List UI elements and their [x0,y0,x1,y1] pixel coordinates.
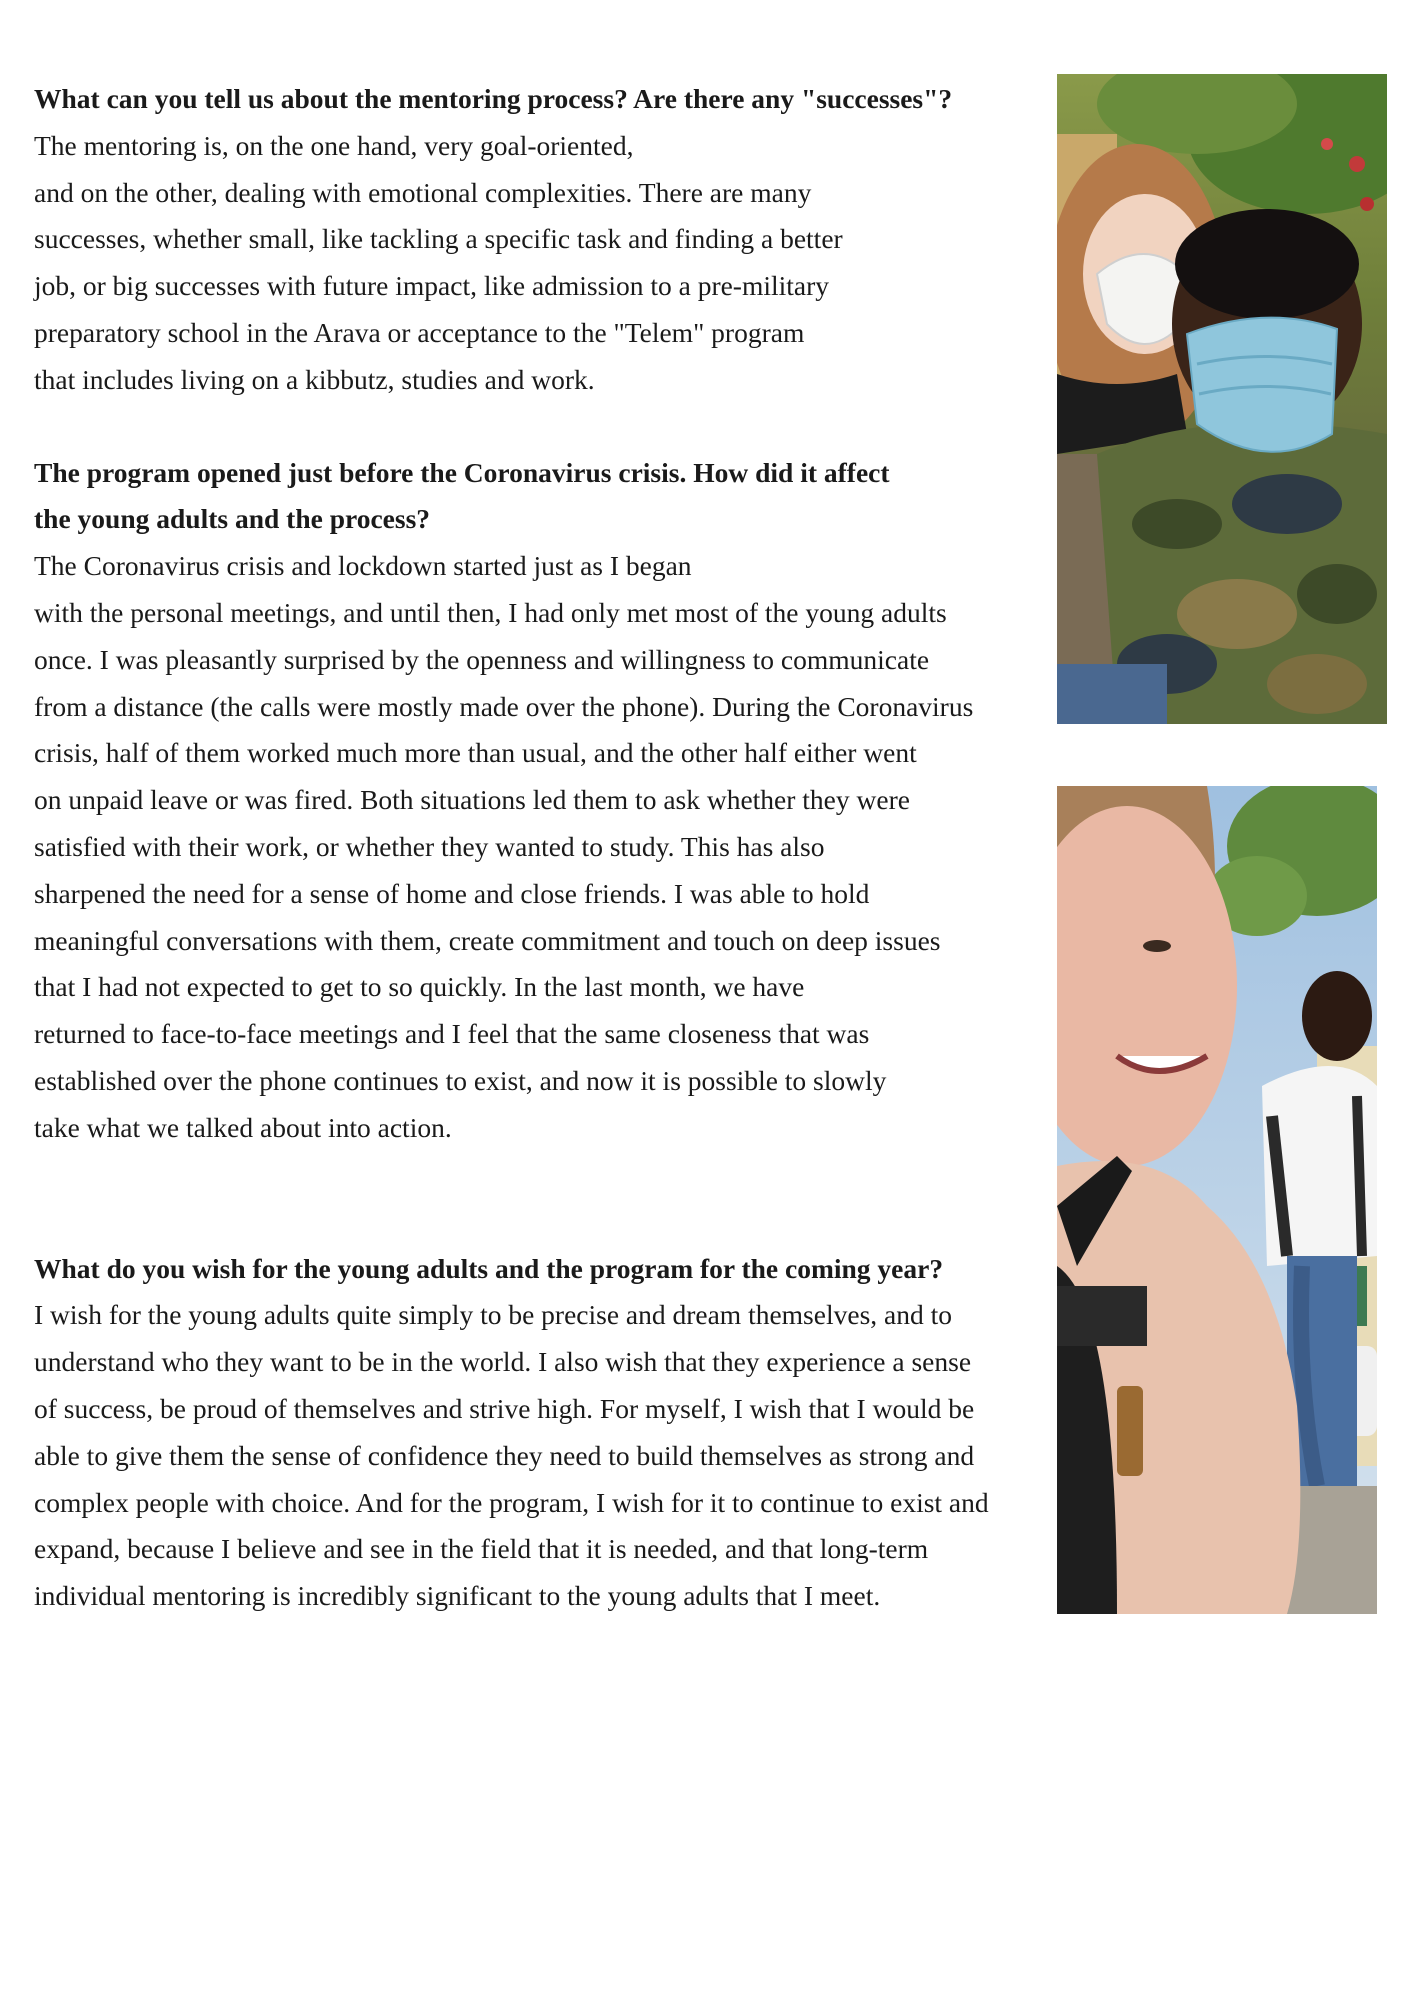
answer-line: of success, be proud of themselves and strive high. For myself, I wish that I would be [34,1392,975,1424]
selfie-photo-smiling [1057,786,1377,1614]
question-line: The program opened just before the Coronavirus crisis. How did it affect [34,456,890,488]
answer-line: that includes living on a kibbutz, studies and work. [34,363,595,395]
answer-line: expand, because I believe and see in the field that it is needed, and that long-term [34,1533,929,1565]
selfie-photo-masked [1057,74,1387,724]
article-body [34,76,1044,1620]
answer-paragraph [34,1292,1044,1620]
answer-line: on unpaid leave or was fired. Both situations led them to ask whether they were [34,784,910,816]
answer-line: and on the other, dealing with emotional complexities. There are many [34,176,812,208]
answer-line: satisfied with their work, or whether they wanted to study. This has also [34,830,825,862]
photo-illustration [1057,786,1377,1614]
answer-line: I wish for the young adults quite simply to be precise and dream themselves, and to [34,1299,952,1331]
answer-line: preparatory school in the Arava or acceptance to the "Telem" program [34,316,805,348]
qa-section-mentoring [34,76,1044,404]
answer-paragraph [34,543,1044,1151]
answer-line: able to give them the sense of confidence they need to build themselves as strong and [34,1439,975,1471]
answer-line: returned to face-to-face meetings and I feel that the same closeness that was [34,1018,870,1050]
answer-line: from a distance (the calls were mostly made over the phone). During the Coronavirus [34,690,974,722]
answer-line: once. I was pleasantly surprised by the openness and willingness to communicate [34,643,930,675]
answer-line: crisis, half of them worked much more than usual, and the other half either went [34,737,917,769]
answer-line: take what we talked about into action. [34,1111,452,1143]
answer-line: The mentoring is, on the one hand, very goal-oriented, [34,129,634,161]
answer-line: complex people with choice. And for the program, I wish for it to continue to exist and [34,1486,989,1518]
answer-line: individual mentoring is incredibly significant to the young adults that I meet. [34,1580,881,1612]
answer-line: successes, whether small, like tackling a specific task and finding a better [34,223,843,255]
question-line: What do you wish for the young adults and the program for the coming year? [34,1252,944,1284]
answer-line: The Coronavirus crisis and lockdown started just as I began [34,550,692,582]
question-heading [34,450,1044,544]
answer-paragraph [34,123,1044,404]
question-line: What can you tell us about the mentoring process? Are there any "successes"? [34,83,953,114]
photo-illustration [1057,74,1387,724]
answer-line: that I had not expected to get to so quickly. In the last month, we have [34,971,805,1003]
answer-line: with the personal meetings, and until then, I had only met most of the young adults [34,596,947,628]
answer-line: established over the phone continues to exist, and now it is possible to slowly [34,1064,887,1096]
qa-section-coronavirus [34,450,1044,1152]
answer-line: sharpened the need for a sense of home and close friends. I was able to hold [34,877,870,909]
answer-line: meaningful conversations with them, create commitment and touch on deep issues [34,924,941,956]
question-heading [34,1246,1044,1293]
answer-line: understand who they want to be in the world. I also wish that they experience a sense [34,1346,972,1378]
answer-line: job, or big successes with future impact, like admission to a pre-military [34,270,830,302]
question-line: the young adults and the process? [34,503,431,535]
question-heading [34,76,1044,123]
qa-section-wishes [34,1246,1044,1620]
